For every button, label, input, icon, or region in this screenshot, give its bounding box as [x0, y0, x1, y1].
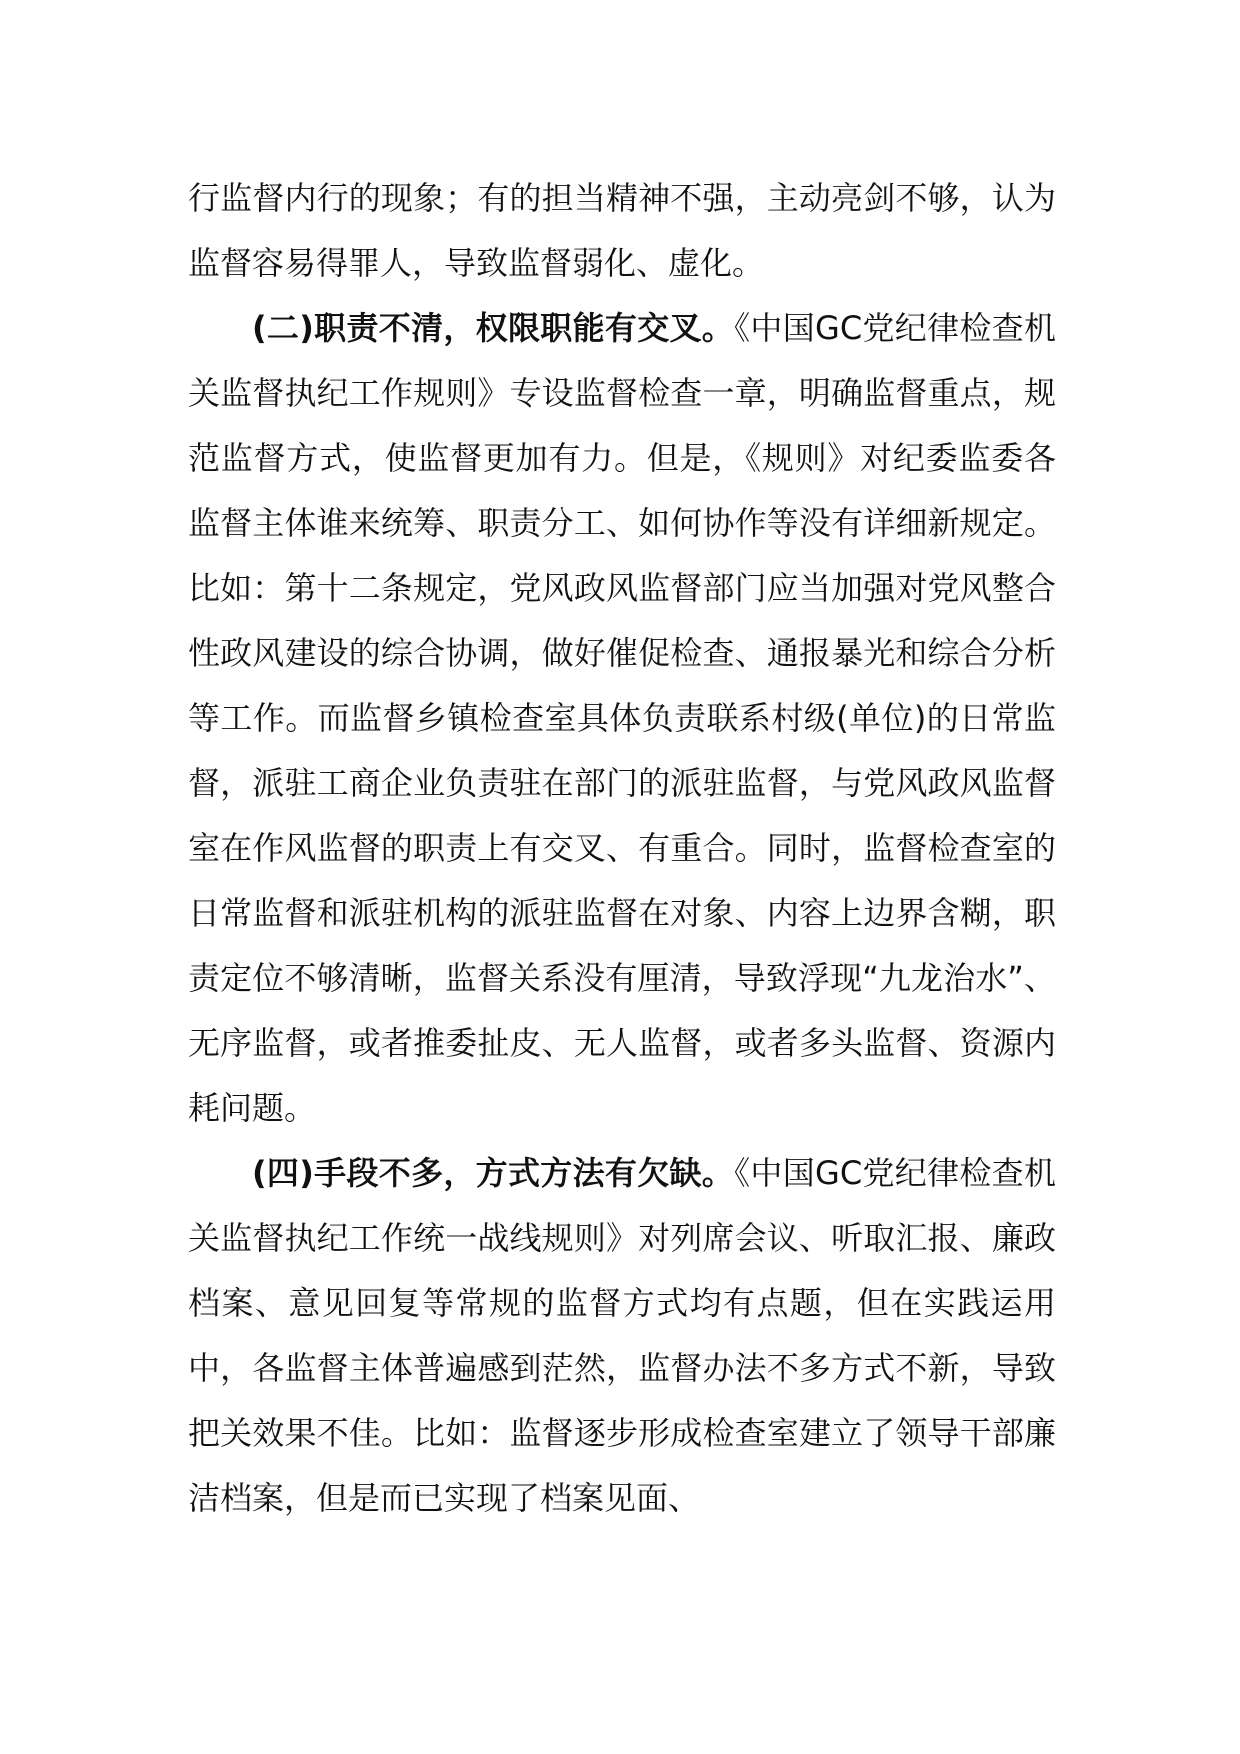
section-heading: (四)手段不多，方式方法有欠缺。	[252, 1154, 735, 1192]
document-page	[188, 166, 1056, 1531]
paragraph-text: 《中国GC党纪律检查机关监督执纪工作规则》专设监督检查一章，明确监督重点，规范监督方式，使监督更加有力。但是，《规则》对纪委监委各监督主体谁来统筹、职责分工、如何协作等没有详细新规定。比如：第十二条规定，党风政风监督部门应当加强对党风整合性政风建设的综合协调，做好催促检查、通报暴光和综合分析等工作。而监督乡镇检查室具体负责联系村级(单位)的日常监督，派驻工商企业负责驻在部门的派驻监督，与党风政风监督室在作风监督的职责上有交叉、有重合。同时，监督检查室的日常监督和派驻机构的派驻监督在对象、内容上边界含糊，职责定位不够清晰，监督关系没有厘清，导致浮现“九龙治水”、无序监督，或者推委扯皮、无人监督，或者多头监督、资源内耗问题。	[188, 309, 1056, 1127]
paragraph-section-4	[188, 1141, 1056, 1531]
paragraph-text: 行监督内行的现象；有的担当精神不强，主动亮剑不够，认为监督容易得罪人，导致监督弱化、虚化。	[188, 179, 1056, 282]
section-heading: (二)职责不清，权限职能有交叉。	[252, 309, 735, 347]
paragraph-continuation	[188, 166, 1056, 296]
paragraph-text: 《中国GC党纪律检查机关监督执纪工作统一战线规则》对列席会议、听取汇报、廉政档案、意见回复等常规的监督方式均有点题，但在实践运用中，各监督主体普遍感到茫然，监督办法不多方式不新，导致把关效果不佳。比如：监督逐步形成检查室建立了领导干部廉洁档案，但是而已实现了档案见面、	[188, 1154, 1056, 1517]
paragraph-section-2	[188, 296, 1056, 1141]
